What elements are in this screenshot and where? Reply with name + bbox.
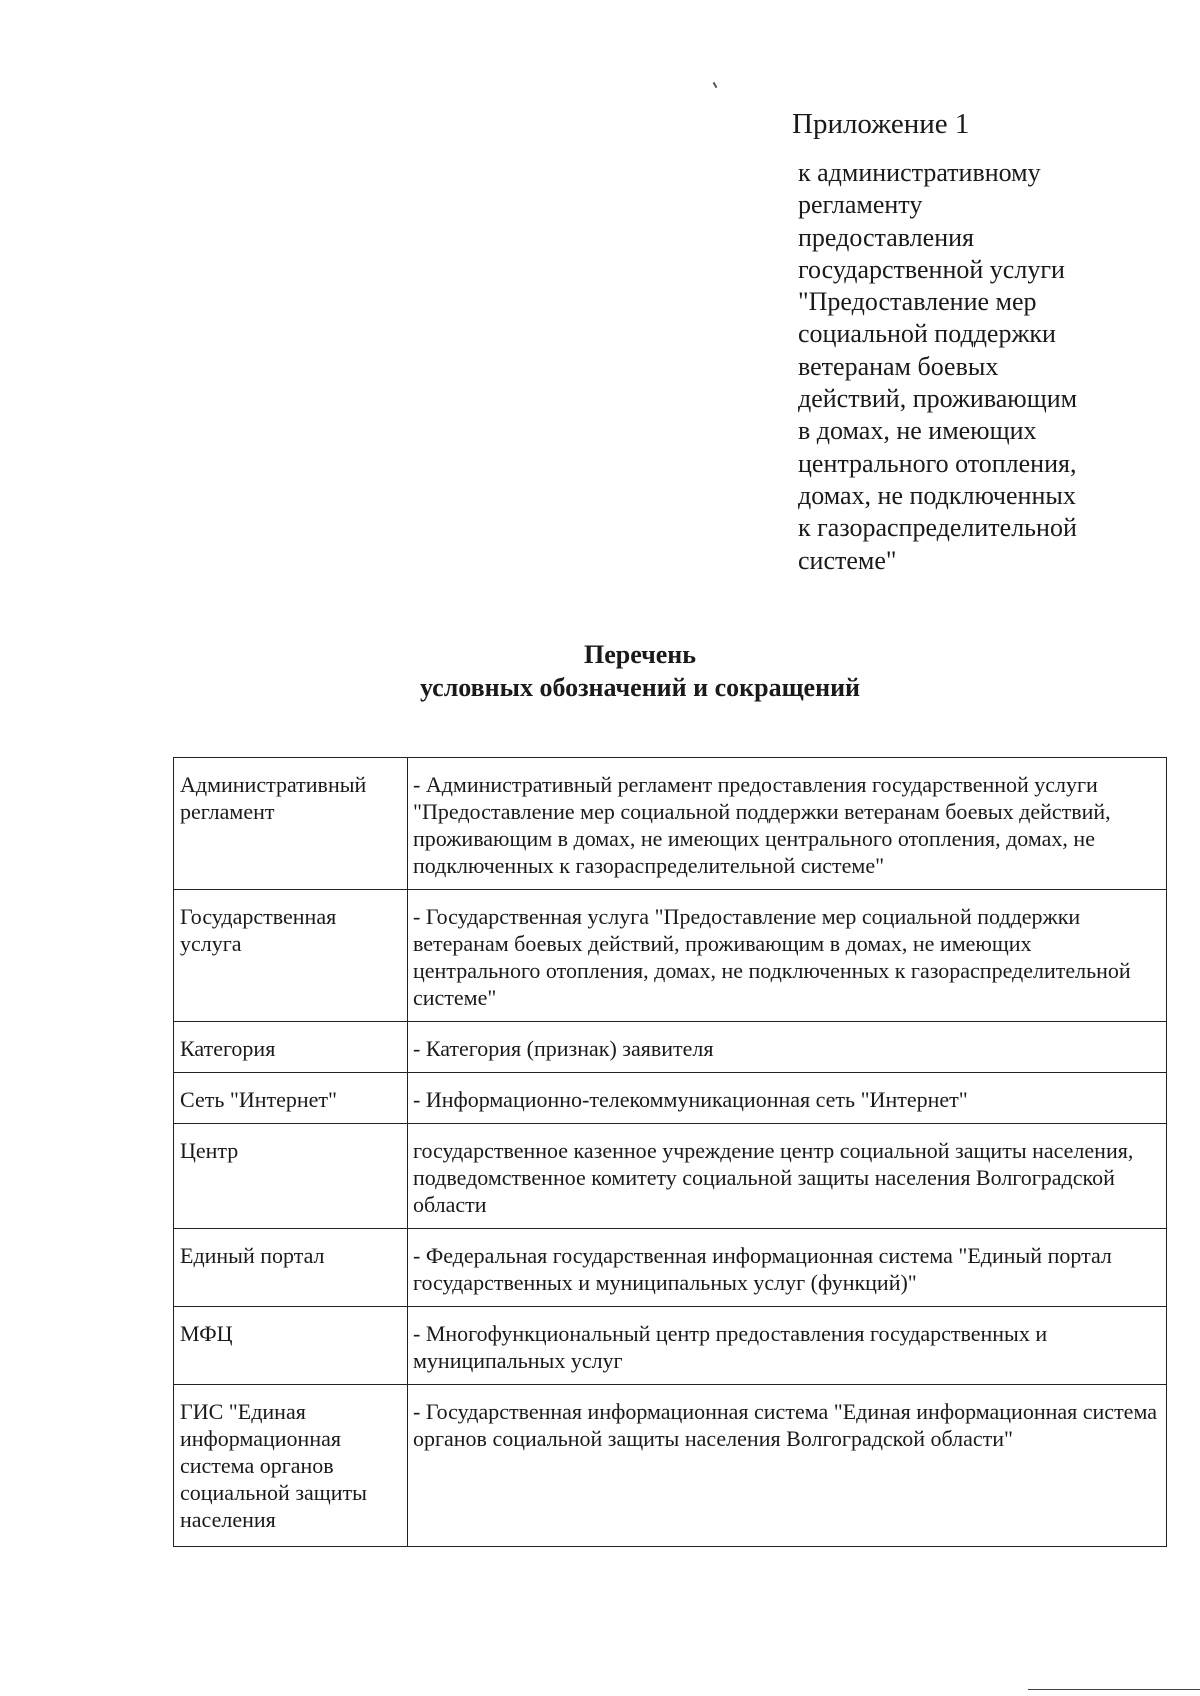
appendix-line: к газораспределительной (798, 513, 1077, 543)
term-cell: ГИС "Единая информационная система органов социальной защиты населения (174, 1385, 408, 1547)
scan-speck (713, 82, 718, 88)
appendix-line: ветеранам боевых (798, 351, 999, 381)
appendix-line: государственной услуги (798, 254, 1065, 284)
appendix-line: действий, проживающим (798, 384, 1078, 414)
definition-cell: - Государственная услуга "Предоставление мер социальной поддержки ветеранам боевых действий, проживающим в домах, не имеющих центрального отопления, домах, не подключенных к газораспределительной системе" (408, 890, 1167, 1022)
term-cell: Административный регламент (174, 758, 408, 890)
heading-line-1: Перечень (583, 640, 697, 669)
term-cell: Центр (174, 1124, 408, 1229)
definition-cell: - Федеральная государственная информационная система "Единый портал государственных и муниципальных услуг (функций)" (408, 1229, 1167, 1307)
heading-line-2: условных обозначений и сокращений (419, 673, 861, 702)
term-cell: МФЦ (174, 1307, 408, 1385)
term-cell: Государственная услуга (174, 890, 408, 1022)
appendix-line: системе" (798, 545, 897, 575)
appendix-line: в домах, не имеющих (798, 416, 1037, 446)
definition-cell: - Государственная информационная система "Единая информационная система органов социальной защиты населения Волгоградской области" (408, 1385, 1167, 1547)
appendix-title: Приложение 1 (792, 108, 970, 140)
definition-cell: - Административный регламент предоставления государственной услуги "Предоставление мер социальной поддержки ветеранам боевых действий, проживающим в домах, не имеющих центрального отопления, домах, не подключенных к газораспределительной системе" (408, 758, 1167, 890)
document-heading (0, 638, 1200, 704)
appendix-line: регламенту (798, 190, 923, 220)
definition-cell: - Многофункциональный центр предоставления государственных и муниципальных услуг (408, 1307, 1167, 1385)
table-row (174, 890, 1167, 1022)
definition-cell: - Информационно-телекоммуникационная сеть "Интернет" (408, 1073, 1167, 1124)
term-cell: Категория (174, 1022, 408, 1073)
appendix-line: "Предоставление мер (798, 287, 1037, 317)
term-cell: Единый портал (174, 1229, 408, 1307)
definition-cell: государственное казенное учреждение центр социальной защиты населения, подведомственное комитету социальной защиты населения Волгоградской области (408, 1124, 1167, 1229)
appendix-line: центрального отопления, (798, 448, 1077, 478)
table-row (174, 1307, 1167, 1385)
table-row (174, 1022, 1167, 1073)
term-cell: Сеть "Интернет" (174, 1073, 408, 1124)
table-row (174, 1073, 1167, 1124)
abbreviations-table (173, 757, 1167, 1547)
table-row (174, 1229, 1167, 1307)
appendix-description (798, 157, 1128, 577)
appendix-line: к административному (798, 158, 1041, 187)
table-row (174, 1385, 1167, 1547)
appendix-line: предоставления (798, 222, 974, 252)
table-row (174, 758, 1167, 890)
definition-cell: - Категория (признак) заявителя (408, 1022, 1167, 1073)
footer-divider (1028, 1689, 1200, 1690)
table-row (174, 1124, 1167, 1229)
appendix-line: домах, не подключенных (798, 480, 1076, 510)
appendix-line: социальной поддержки (798, 319, 1056, 349)
